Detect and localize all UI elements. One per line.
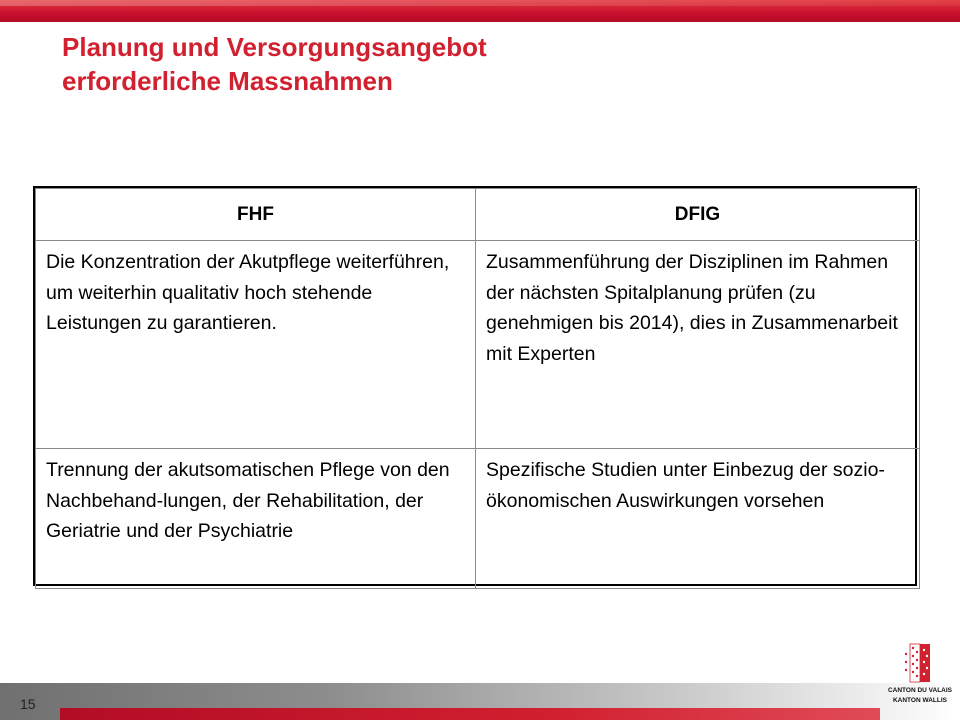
table-row <box>36 241 920 449</box>
slide-title-line-1: Planung und Versorgungsangebot <box>62 32 487 62</box>
top-accent-bar <box>0 0 960 22</box>
top-bar-highlight <box>0 0 960 6</box>
logo-caption <box>882 686 958 706</box>
table-cell: Spezifische Studien unter Einbezug der sozio- ökonomischen Auswirkungen vorsehen <box>476 449 920 589</box>
measures-table-container <box>33 186 917 586</box>
slide-title-line-2: erforderliche Massnahmen <box>62 66 393 96</box>
logo-caption-line-2: KANTON WALLIS <box>892 697 948 704</box>
table-row <box>36 449 920 589</box>
table-header-fhf: FHF <box>36 189 476 241</box>
table-cell: Trennung der akutsomatischen Pflege von den Nachbehand-lungen, der Rehabilitation, der Geriatrie und der Psychiatrie <box>36 449 476 589</box>
page-number: 15 <box>20 696 36 712</box>
table-cell: Zusammenführung der Disziplinen im Rahmen der nächsten Spitalplanung prüfen (zu genehmigen bis 2014), dies in Zusammenarbeit mit Experten <box>476 241 920 449</box>
table-header-row <box>36 189 920 241</box>
slide-title <box>62 30 487 98</box>
table-header-dfig: DFIG <box>476 189 920 241</box>
logo-caption-line-1: CANTON DU VALAIS <box>887 687 953 694</box>
measures-table <box>35 188 920 589</box>
table-cell: Die Konzentration der Akutpflege weiterführen, um weiterhin qualitativ hoch stehende Leistungen zu garantieren. <box>36 241 476 449</box>
valais-coat-of-arms-icon <box>880 638 956 718</box>
footer-red-stripe <box>60 708 880 720</box>
